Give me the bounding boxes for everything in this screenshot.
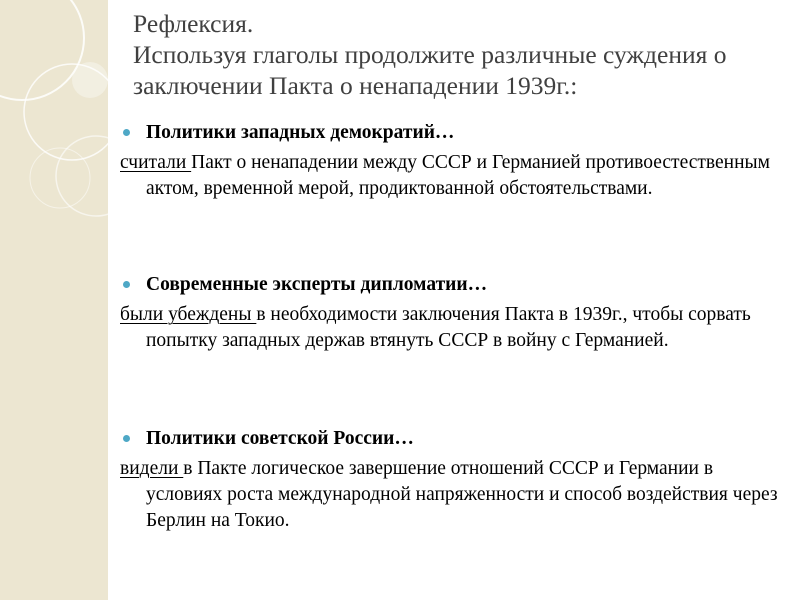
slide-title (133, 8, 783, 101)
title-line-3: заключении Пакта о ненападении 1939г.: (133, 71, 578, 100)
bullet-icon (123, 281, 130, 288)
section-soviet-politicians (120, 426, 790, 534)
section-paragraph (120, 150, 790, 202)
verb-underlined: видели (120, 458, 184, 479)
bullet-icon (123, 129, 130, 136)
section-heading (120, 120, 790, 146)
section-heading (120, 426, 790, 452)
section-diplomacy-experts (120, 272, 790, 354)
verb-underlined: были убеждены (120, 304, 257, 325)
section-western-politicians (120, 120, 790, 202)
section-heading-text: Политики советской России… (146, 428, 414, 449)
section-heading-text: Политики западных демократий… (146, 122, 455, 143)
title-line-2: Используя глаголы продолжите различные суждения о (133, 40, 727, 69)
section-paragraph (120, 302, 790, 354)
section-heading-text: Современные эксперты дипломатии… (146, 274, 488, 295)
section-heading (120, 272, 790, 298)
title-line-1: Рефлексия. (133, 9, 254, 38)
paragraph-text: в необходимости заключения Пакта в 1939г., чтобы сорвать попытку западных держав втянуть СССР в войну с Германией. (146, 304, 751, 351)
decorative-circles-graphic (0, 0, 108, 600)
decorative-side-strip (0, 0, 108, 600)
paragraph-text: в Пакте логическое завершение отношений СССР и Германии в условиях роста международной напряженности и способ воздействия через Берлин на Токио. (146, 458, 778, 531)
verb-underlined: считали (120, 152, 192, 173)
section-paragraph (120, 456, 790, 534)
paragraph-text: Пакт о ненападении между СССР и Германией противоестественным актом, временной мерой, продиктованной обстоятельствами. (146, 152, 770, 199)
bullet-icon (123, 435, 130, 442)
